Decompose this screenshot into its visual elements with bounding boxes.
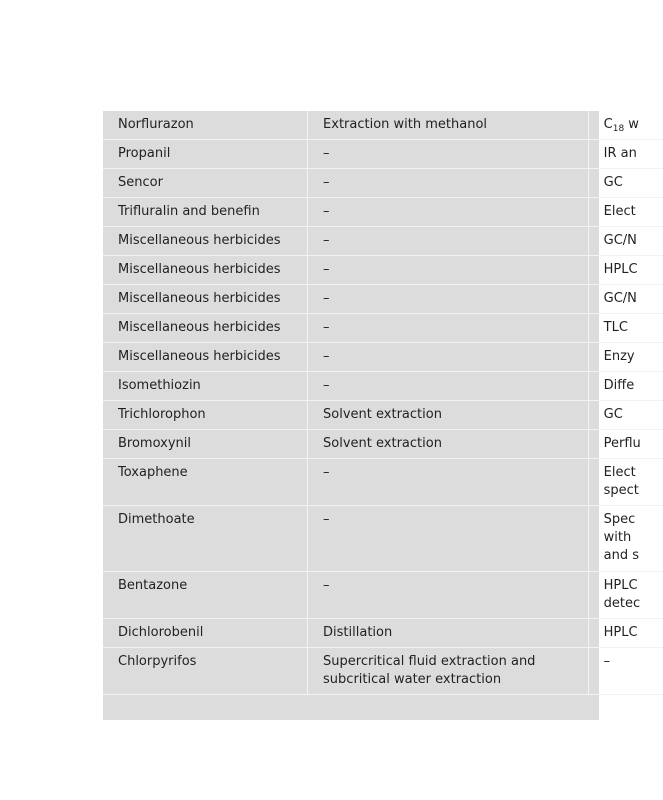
preparation-cell: –	[308, 140, 589, 169]
table-row	[103, 111, 663, 140]
table-row	[103, 169, 663, 198]
preparation-cell: Solvent extraction	[308, 430, 589, 459]
preparation-cell: –	[308, 169, 589, 198]
compound-cell: Chlorpyrifos	[103, 648, 308, 695]
method-cell: Diffe	[588, 372, 663, 401]
preparation-cell: –	[308, 372, 589, 401]
table-row	[103, 314, 663, 343]
method-cell: TLC	[588, 314, 663, 343]
compound-cell: Dichlorobenil	[103, 619, 308, 648]
method-cell: Perflu	[588, 430, 663, 459]
table-row	[103, 401, 663, 430]
method-cell: Enzy	[588, 343, 663, 372]
table-row	[103, 343, 663, 372]
method-cell: Elect	[588, 198, 663, 227]
preparation-cell: Solvent extraction	[308, 401, 589, 430]
method-cell: GC	[588, 169, 663, 198]
compound-cell: Miscellaneous herbicides	[103, 314, 308, 343]
table-row	[103, 572, 663, 619]
compound-cell: Bromoxynil	[103, 430, 308, 459]
table-row	[103, 459, 663, 506]
preparation-cell: –	[308, 343, 589, 372]
method-cell: Spec with and s	[588, 506, 663, 572]
table-row	[103, 619, 663, 648]
compound-cell: Bentazone	[103, 572, 308, 619]
method-text: C	[603, 117, 613, 132]
compound-cell: Norflurazon	[103, 111, 308, 140]
preparation-cell: –	[308, 227, 589, 256]
compound-cell: Propanil	[103, 140, 308, 169]
compound-cell: Miscellaneous herbicides	[103, 227, 308, 256]
compound-cell: Miscellaneous herbicides	[103, 343, 308, 372]
preparation-cell: –	[308, 314, 589, 343]
preparation-cell: –	[308, 459, 589, 506]
method-cell: –	[588, 648, 663, 695]
compound-cell: Miscellaneous herbicides	[103, 256, 308, 285]
compound-cell: Toxaphene	[103, 459, 308, 506]
compound-cell: Sencor	[103, 169, 308, 198]
method-cell: HPLC detec	[588, 572, 663, 619]
method-cell: IR an	[588, 140, 663, 169]
preparation-cell: –	[308, 285, 589, 314]
preparation-cell: –	[308, 506, 589, 572]
compound-cell: Dimethoate	[103, 506, 308, 572]
preparation-cell: Distillation	[308, 619, 589, 648]
table-row	[103, 430, 663, 459]
method-cell: Elect spect	[588, 459, 663, 506]
method-subscript: 18	[612, 124, 625, 134]
table-row	[103, 256, 663, 285]
method-cell: GC	[588, 401, 663, 430]
table-row	[103, 285, 663, 314]
table-row	[103, 372, 663, 401]
compound-cell: Trichlorophon	[103, 401, 308, 430]
table-panel	[103, 111, 641, 720]
table-row	[103, 648, 663, 695]
table-row	[103, 227, 663, 256]
preparation-cell: –	[308, 572, 589, 619]
herbicide-table	[103, 111, 663, 695]
table-row	[103, 140, 663, 169]
preparation-cell: –	[308, 198, 589, 227]
method-cell	[588, 111, 663, 140]
table-row	[103, 506, 663, 572]
method-cell: GC/N	[588, 285, 663, 314]
table-row	[103, 198, 663, 227]
method-text-rest: w	[624, 117, 639, 132]
method-cell: HPLC	[588, 619, 663, 648]
preparation-cell: Supercritical fluid extraction and subcritical water extraction	[308, 648, 589, 695]
method-cell: GC/N	[588, 227, 663, 256]
preparation-cell: –	[308, 256, 589, 285]
compound-cell: Trifluralin and benefin	[103, 198, 308, 227]
preparation-cell: Extraction with methanol	[308, 111, 589, 140]
method-cell: HPLC	[588, 256, 663, 285]
compound-cell: Isomethiozin	[103, 372, 308, 401]
compound-cell: Miscellaneous herbicides	[103, 285, 308, 314]
